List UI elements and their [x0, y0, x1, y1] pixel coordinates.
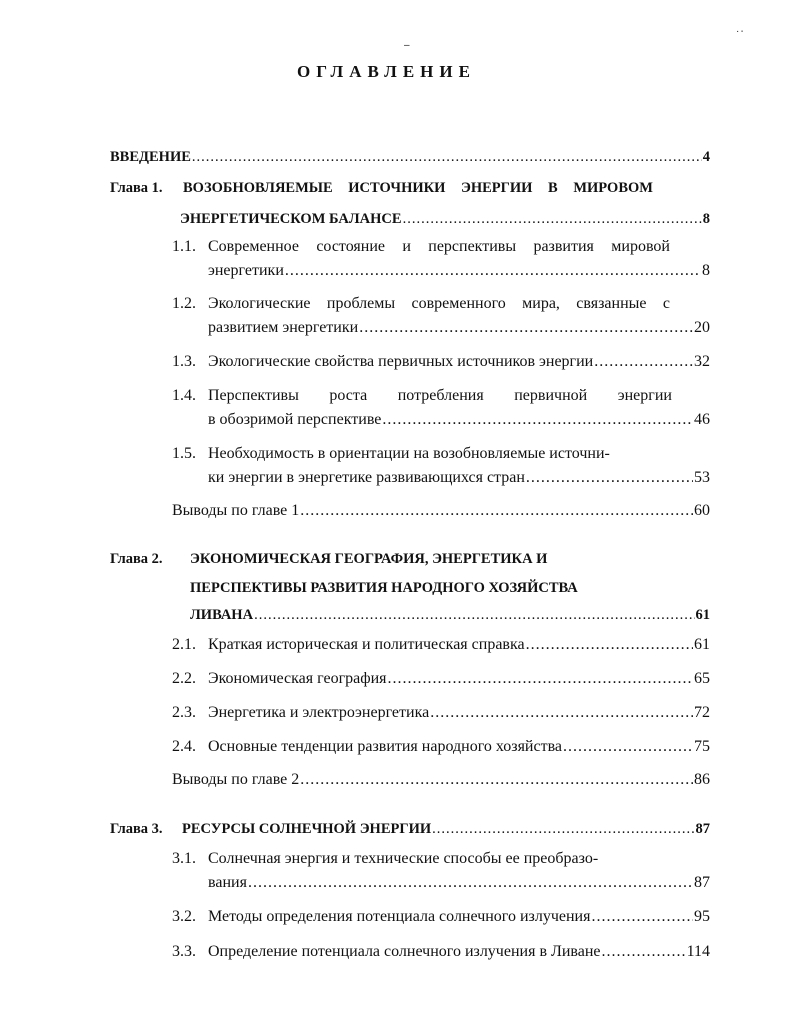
word: Перспективы [208, 387, 299, 404]
chapter1-title-line1 [183, 178, 653, 198]
toc-entry-page: 46 [694, 411, 710, 428]
word: первичной [514, 387, 588, 404]
toc-entry-label: Определение потенциала солнечного излучения в Ливане [208, 943, 601, 960]
section-3-1-line2 [208, 873, 710, 893]
chapter1-title-line2 [180, 209, 710, 229]
toc-entry-page: 95 [694, 908, 710, 925]
word: Экологические [208, 295, 311, 312]
word: Современное [208, 238, 299, 255]
word: роста [329, 387, 368, 404]
toc-entry-page: 61 [695, 607, 710, 623]
toc-entry-label: развитием энергетики [208, 319, 359, 336]
toc-entry-page: 65 [694, 670, 710, 687]
word: развития [533, 238, 594, 255]
toc-entry-label: Основные тенденции развития народного хозяйства [208, 738, 563, 755]
word: состояние [316, 238, 385, 255]
word: энергии [617, 387, 672, 404]
chapter3-title [182, 819, 710, 839]
toc-entry-label: в обозримой перспективе [208, 411, 382, 428]
word: современного [411, 295, 506, 312]
toc-entry-label: Выводы по главе 1 [172, 502, 300, 519]
toc-entry-label: Методы определения потенциала солнечного излучения [208, 908, 591, 925]
chapter2-prefix: Глава 2. [110, 551, 163, 567]
toc-entry-page: 32 [694, 353, 710, 370]
dot-leader [192, 147, 702, 167]
dot-leader [388, 669, 693, 689]
dot-leader [563, 737, 693, 757]
section-1-4-line1 [208, 386, 672, 406]
word: В [548, 180, 558, 196]
toc-entry-label: Энергетика и электроэнергетика [208, 704, 430, 721]
section-1-1-line2 [208, 261, 710, 281]
dot-leader [594, 352, 693, 372]
chapter2-title-line2: ПЕРСПЕКТИВЫ РАЗВИТИЯ НАРОДНОГО ХОЗЯЙСТВА [190, 580, 578, 596]
section-number: 1.1. [172, 238, 196, 255]
word: с [662, 295, 670, 312]
section-number: 1.4. [172, 387, 196, 404]
section-number: 3.2. [172, 908, 196, 925]
toc-entry-intro [110, 147, 710, 167]
section-1-2-line1 [208, 294, 670, 314]
corner-scan-mark: ·٠ [736, 26, 745, 37]
word: потребления [397, 387, 484, 404]
dot-leader [285, 261, 701, 281]
word: МИРОВОМ [573, 180, 653, 196]
toc-entry-label: Выводы по главе 2 [172, 771, 300, 788]
toc-entry-page: 114 [686, 943, 710, 960]
section-3-1-line1: Солнечная энергия и технические способы ее преобразо- [208, 850, 599, 867]
section-number: 2.3. [172, 704, 196, 721]
dot-leader [382, 410, 693, 430]
toc-entry-label: ЛИВАНА [190, 607, 254, 623]
toc-entry-label: Экологические свойства первичных источников энергии [208, 353, 594, 370]
chapter3-prefix: Глава 3. [110, 821, 163, 837]
toc-entry-label: ЭНЕРГЕТИЧЕСКОМ БАЛАНСЕ [180, 211, 402, 227]
dot-leader [430, 703, 693, 723]
chapter2-conclusion [172, 770, 710, 790]
chapter1-prefix: Глава 1. [110, 180, 163, 196]
dot-leader [254, 605, 694, 625]
section-1-1-line1 [208, 237, 670, 257]
section-1-5-line2 [208, 468, 710, 488]
word: и [402, 238, 411, 255]
dot-leader [526, 468, 693, 488]
word: ВОЗОБНОВЛЯЕМЫЕ [183, 180, 333, 196]
section-number: 2.4. [172, 738, 196, 755]
section-1-2-line2 [208, 318, 710, 338]
word: ЭНЕРГИИ [461, 180, 533, 196]
toc-entry-label: ки энергии в энергетике развивающихся стран [208, 469, 525, 486]
section-number: 1.2. [172, 295, 196, 312]
toc-entry-page: 8 [702, 211, 710, 227]
chapter2-title-line3 [190, 605, 710, 625]
section-3-2 [208, 907, 710, 927]
dot-leader [432, 819, 694, 839]
section-number: 2.2. [172, 670, 196, 687]
dot-leader [248, 873, 693, 893]
section-1-4-line2 [208, 410, 710, 430]
section-3-3 [208, 942, 710, 962]
section-2-4 [208, 737, 710, 757]
word: связанные [576, 295, 647, 312]
section-1-3 [208, 352, 710, 372]
section-number: 3.3. [172, 943, 196, 960]
dot-leader [300, 501, 693, 521]
section-number: 2.1. [172, 636, 196, 653]
word: перспективы [428, 238, 517, 255]
top-dash-mark: – [404, 40, 410, 51]
toc-entry-label: вания [208, 874, 247, 891]
section-2-1 [208, 635, 710, 655]
word: проблемы [326, 295, 396, 312]
toc-entry-page: 87 [694, 874, 710, 891]
chapter2-title-line1: ЭКОНОМИЧЕСКАЯ ГЕОГРАФИЯ, ЭНЕРГЕТИКА И [190, 551, 548, 567]
toc-entry-page: 53 [694, 469, 710, 486]
toc-entry-page: 86 [694, 771, 710, 788]
toc-entry-page: 20 [694, 319, 710, 336]
dot-leader [526, 635, 693, 655]
dot-leader [300, 770, 693, 790]
toc-entry-label: РЕСУРСЫ СОЛНЕЧНОЙ ЭНЕРГИИ [182, 821, 432, 837]
section-number: 3.1. [172, 850, 196, 867]
section-2-2 [208, 669, 710, 689]
section-number: 1.3. [172, 353, 196, 370]
dot-leader [359, 318, 693, 338]
dot-leader [602, 942, 686, 962]
toc-entry-page: 8 [702, 262, 710, 279]
section-1-5-line1: Необходимость в ориентации на возобновляемые источни- [208, 445, 610, 462]
word: мировой [611, 238, 670, 255]
toc-entry-page: 4 [702, 149, 710, 165]
toc-entry-page: 75 [694, 738, 710, 755]
toc-entry-page: 61 [694, 636, 710, 653]
toc-entry-label: энергетики [208, 262, 284, 279]
word: ИСТОЧНИКИ [348, 180, 446, 196]
section-2-3 [208, 703, 710, 723]
toc-entry-page: 60 [694, 502, 710, 519]
section-number: 1.5. [172, 445, 196, 462]
toc-entry-label: Экономическая география [208, 670, 387, 687]
dot-leader [591, 907, 693, 927]
chapter1-conclusion [172, 501, 710, 521]
toc-entry-label: Краткая историческая и политическая справка [208, 636, 525, 653]
dot-leader [403, 209, 702, 229]
page-title: ОГЛАВЛЕНИЕ [297, 62, 476, 81]
word: мира, [522, 295, 560, 312]
toc-entry-page: 72 [694, 704, 710, 721]
toc-entry-page: 87 [695, 821, 710, 837]
toc-entry-label: ВВЕДЕНИЕ [110, 149, 191, 165]
